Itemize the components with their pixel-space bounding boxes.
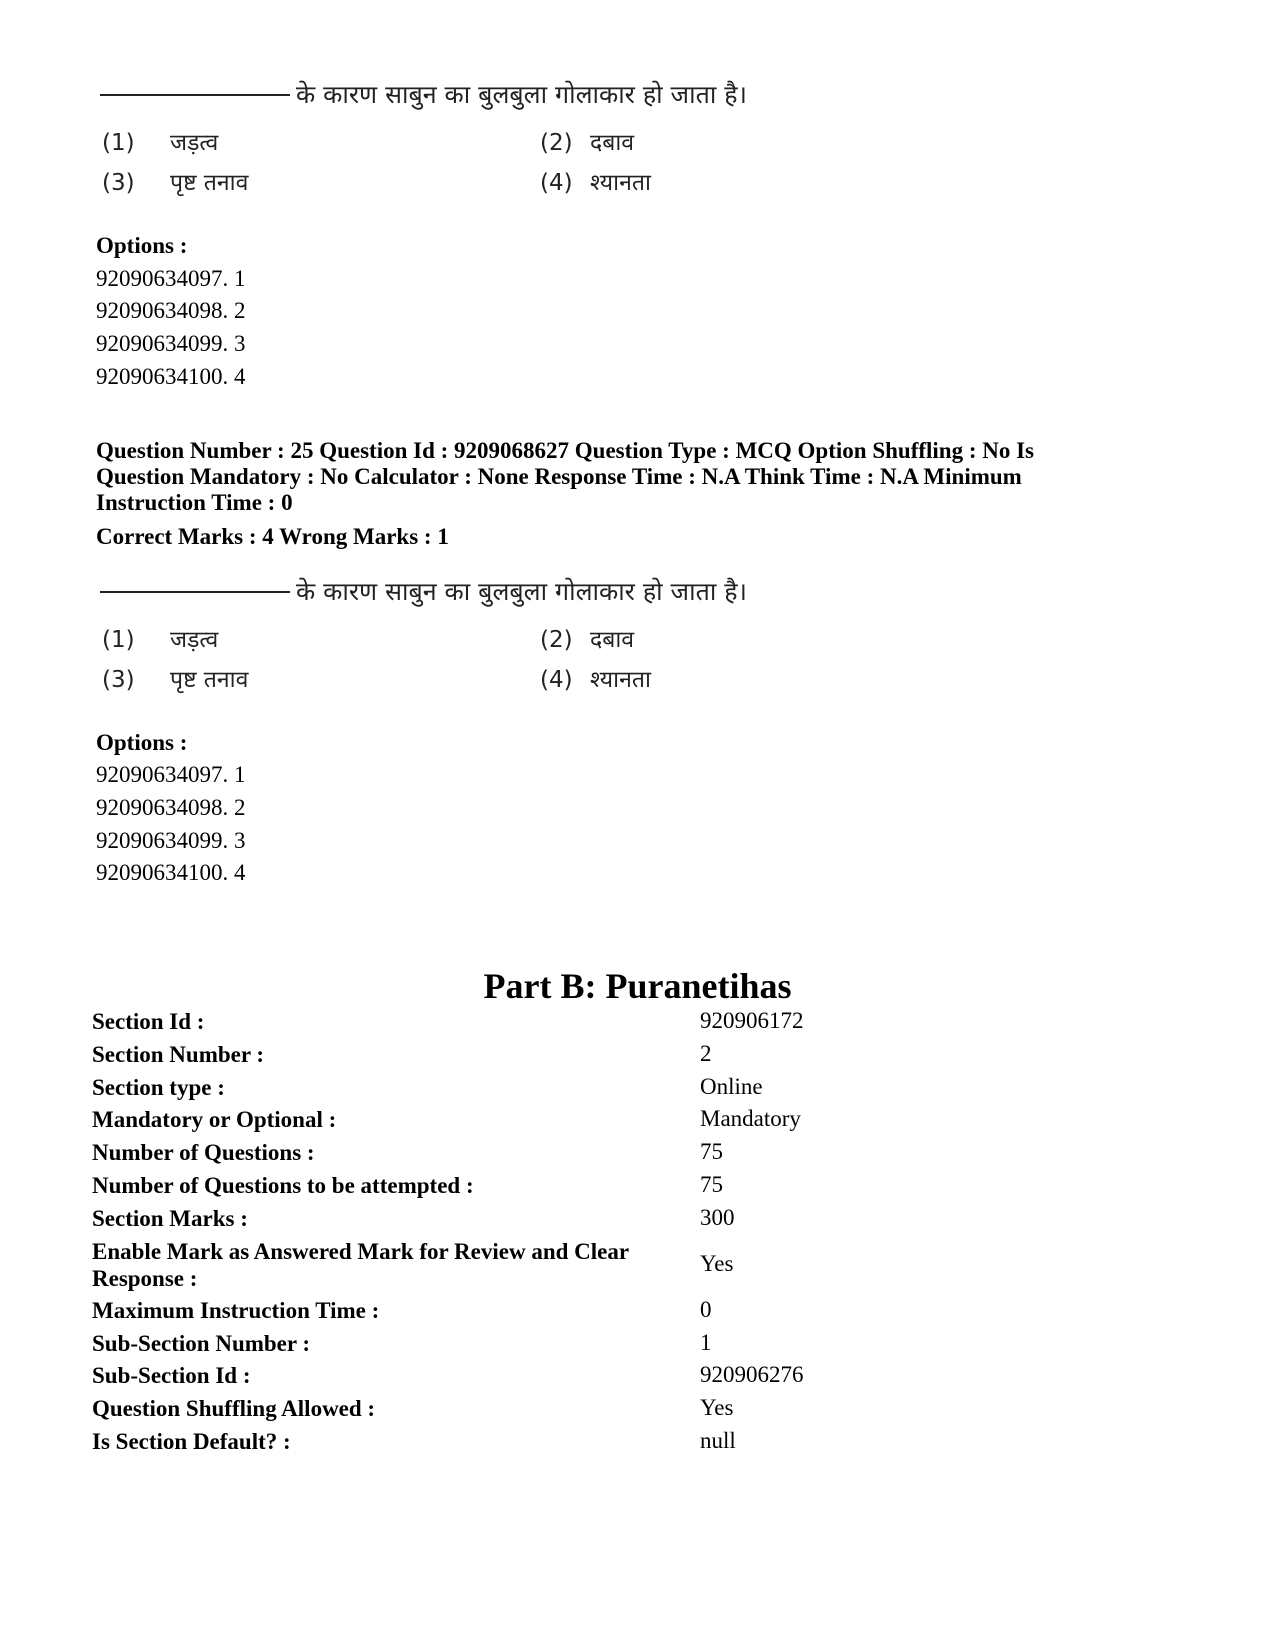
option-number: (2) — [540, 130, 573, 156]
section-row-label: Question Shuffling Allowed : — [92, 1396, 376, 1421]
question-image-2 — [100, 572, 760, 700]
part-title: Part B: Puranetihas — [483, 966, 792, 1006]
option-item: 92090634100. 4 — [96, 860, 246, 885]
section-row-label: Section Id : — [92, 1009, 205, 1034]
section-row-value: 75 — [700, 1139, 723, 1164]
section-row-label: Enable Mark as Answered Mark for Review and Clear Response : — [92, 1239, 629, 1291]
option-item: 92090634097. 1 — [96, 266, 246, 291]
section-row-value: 0 — [700, 1297, 712, 1322]
option-text: दबाव — [590, 627, 635, 653]
option-item: 92090634098. 2 — [96, 298, 246, 323]
option-text: पृष्ट तनाव — [170, 667, 249, 693]
option-text: दबाव — [590, 130, 635, 156]
section-row-value: Yes — [700, 1251, 734, 1276]
option-number: (2) — [540, 627, 573, 653]
question-stem: के कारण साबुन का बुलबुला गोलाकार हो जाता है। — [100, 75, 760, 115]
option-text: जड़त्व — [170, 627, 219, 653]
section-row-label: Number of Questions : — [92, 1140, 315, 1165]
option-text: श्यानता — [590, 667, 651, 693]
question-marks: Correct Marks : 4 Wrong Marks : 1 — [96, 524, 449, 549]
option-text: पृष्ट तनाव — [170, 170, 249, 196]
question-image-1 — [100, 75, 760, 203]
section-row-label: Number of Questions to be attempted : — [92, 1173, 474, 1198]
section-row-value: 1 — [700, 1330, 712, 1355]
option-row — [100, 660, 760, 700]
section-row-value: 2 — [700, 1041, 712, 1066]
section-row-value: 75 — [700, 1172, 723, 1197]
option-item: 92090634098. 2 — [96, 795, 246, 820]
section-row-label: Mandatory or Optional : — [92, 1107, 337, 1132]
question-stem: के कारण साबुन का बुलबुला गोलाकार हो जाता है। — [100, 572, 760, 612]
option-text: जड़त्व — [170, 130, 219, 156]
options-heading: Options : — [96, 730, 188, 755]
section-row-label: Sub-Section Id : — [92, 1363, 251, 1388]
section-row-label: Section Marks : — [92, 1206, 248, 1231]
option-number: (3) — [102, 170, 135, 196]
section-row-value: Mandatory — [700, 1106, 801, 1131]
section-row-label: Is Section Default? : — [92, 1429, 291, 1454]
section-row-value: 920906172 — [700, 1008, 804, 1033]
option-number: (3) — [102, 667, 135, 693]
section-row-label: Section type : — [92, 1075, 225, 1100]
option-item: 92090634097. 1 — [96, 762, 246, 787]
section-row-label: Sub-Section Number : — [92, 1331, 311, 1356]
option-number: (1) — [102, 130, 135, 156]
option-item: 92090634100. 4 — [96, 364, 246, 389]
option-text: श्यानता — [590, 170, 651, 196]
section-row-value: null — [700, 1428, 736, 1453]
option-number: (1) — [102, 627, 135, 653]
option-number: (4) — [540, 667, 573, 693]
option-row — [100, 620, 760, 660]
answer-blank-line — [100, 94, 290, 96]
option-number: (4) — [540, 170, 573, 196]
answer-blank-line — [100, 591, 290, 593]
section-row-label: Section Number : — [92, 1042, 265, 1067]
option-row — [100, 123, 760, 163]
question-meta: Question Number : 25 Question Id : 9209068627 Question Type : MCQ Option Shuffling : No Is Question Mandatory : No Calculator : None Response Time : N.A Think Time : N.A Minimum Instruction Time : 0 — [96, 438, 1035, 515]
section-row-value: Online — [700, 1074, 763, 1099]
option-item: 92090634099. 3 — [96, 828, 246, 853]
options-heading: Options : — [96, 233, 188, 258]
section-row-label: Maximum Instruction Time : — [92, 1298, 380, 1323]
section-row-value: 920906276 — [700, 1362, 804, 1387]
option-row — [100, 163, 760, 203]
option-item: 92090634099. 3 — [96, 331, 246, 356]
section-row-value: Yes — [700, 1395, 734, 1420]
section-row-value: 300 — [700, 1205, 735, 1230]
